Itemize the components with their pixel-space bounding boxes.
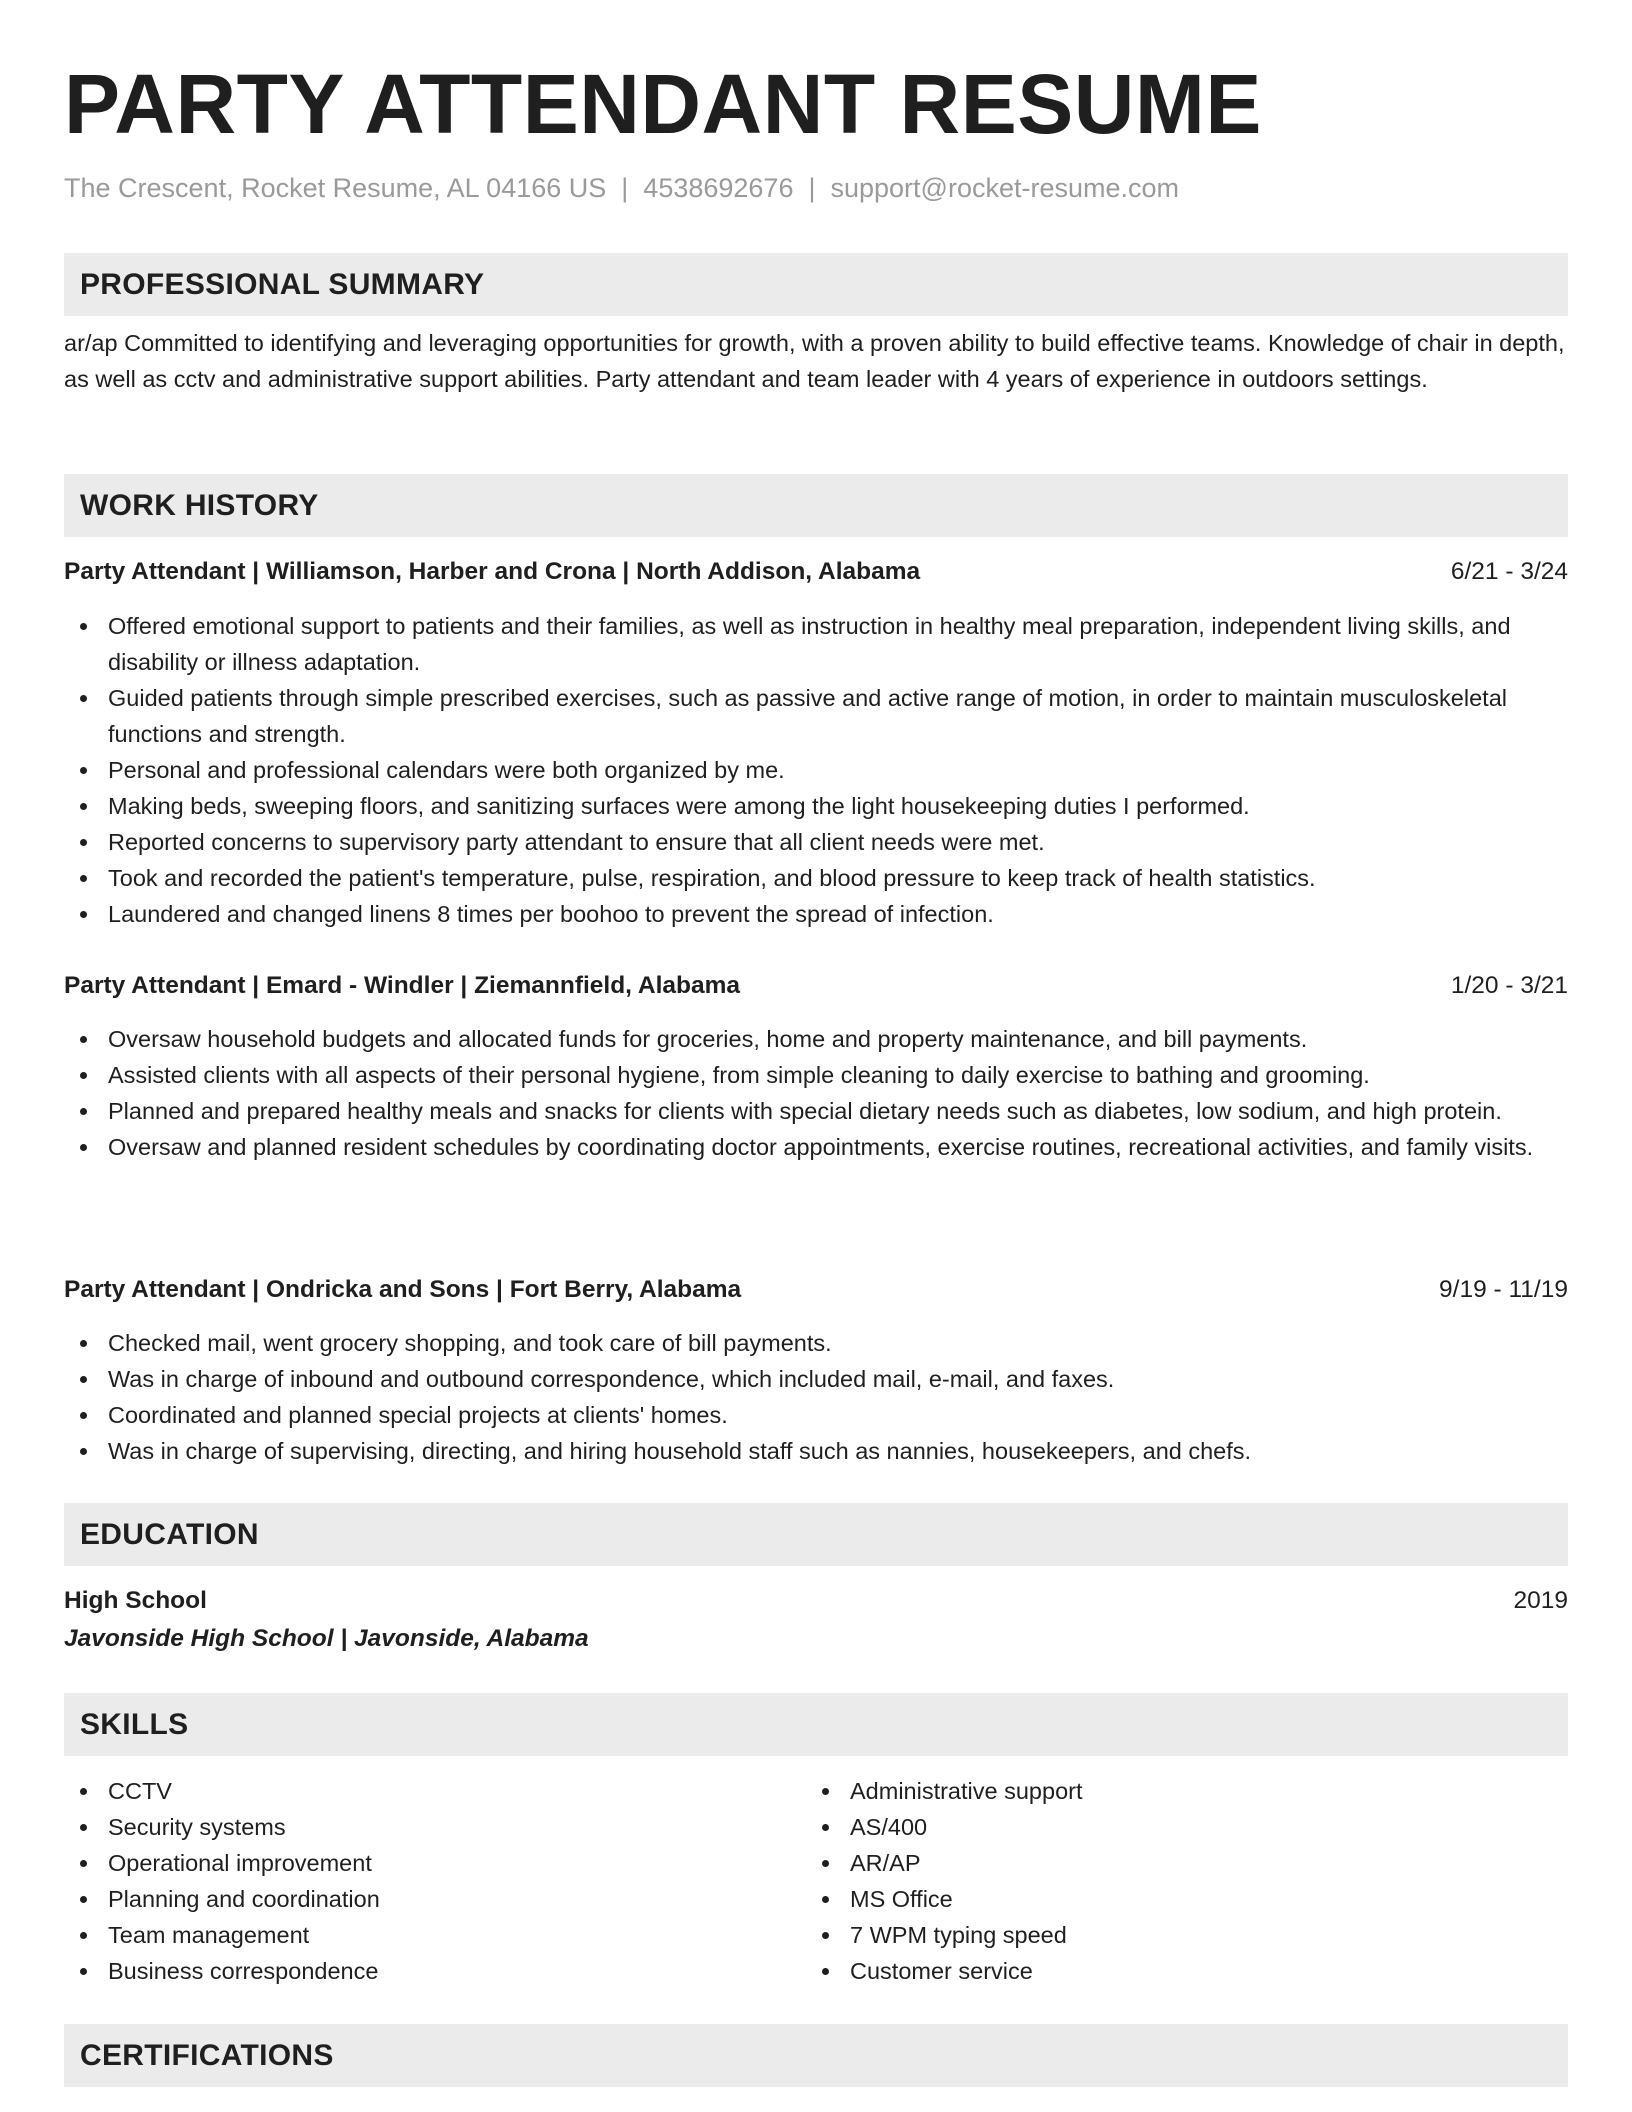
job-bullets [64, 1021, 1568, 1165]
certifications-heading: CERTIFICATIONS [64, 2024, 1568, 2087]
skills-left-column [64, 1773, 806, 1989]
skill-item: AS/400 [806, 1809, 1548, 1845]
skill-item: MS Office [806, 1881, 1548, 1917]
contact-address: The Crescent, Rocket Resume, AL 04166 US [64, 173, 607, 203]
education-heading: EDUCATION [64, 1503, 1568, 1566]
skill-item: CCTV [64, 1773, 806, 1809]
list-item: Guided patients through simple prescribed exercises, such as passive and active range of motion, in order to maintain musculoskeletal functions and strength. [64, 680, 1568, 752]
summary-heading: PROFESSIONAL SUMMARY [64, 253, 1568, 316]
skill-item: Administrative support [806, 1773, 1548, 1809]
list-item: Personal and professional calendars were both organized by me. [64, 752, 1568, 788]
job-entry [64, 554, 1568, 932]
education-year: 2019 [1513, 1587, 1568, 1614]
list-item: Making beds, sweeping floors, and sanitizing surfaces were among the light housekeeping duties I performed. [64, 788, 1568, 824]
list-item: Offered emotional support to patients and their families, as well as instruction in healthy meal preparation, independent living skills, and disability or illness adaptation. [64, 608, 1568, 680]
job-bullets [64, 1325, 1568, 1469]
skills-section [64, 1693, 1568, 1756]
contact-phone: 4538692676 [643, 173, 794, 203]
list-item: Oversaw and planned resident schedules by coordinating doctor appointments, exercise routines, recreational activities, and family visits. [64, 1129, 1568, 1165]
skills-grid [64, 1773, 1568, 1989]
list-item: Oversaw household budgets and allocated funds for groceries, home and property maintenance, and bill payments. [64, 1021, 1568, 1057]
job-title: Party Attendant | Emard - Windler | Ziemannfield, Alabama [64, 972, 741, 999]
certifications-section [64, 2024, 1568, 2087]
list-item: Took and recorded the patient's temperature, pulse, respiration, and blood pressure to keep track of health statistics. [64, 860, 1568, 896]
list-item: Coordinated and planned special projects at clients' homes. [64, 1397, 1568, 1433]
contact-separator: | [621, 173, 629, 203]
job-dates: 9/19 - 11/19 [1439, 1276, 1568, 1303]
skill-item: Operational improvement [64, 1845, 806, 1881]
summary-section [64, 253, 1568, 397]
work-history-heading: WORK HISTORY [64, 474, 1568, 537]
contact-email: support@rocket-resume.com [830, 173, 1180, 203]
skill-item: Security systems [64, 1809, 806, 1845]
job-header [64, 968, 1568, 1004]
skill-item: Planning and coordination [64, 1881, 806, 1917]
job-bullets [64, 608, 1568, 932]
list-item: Was in charge of inbound and outbound correspondence, which included mail, e-mail, and faxes. [64, 1361, 1568, 1397]
education-degree: High School [64, 1587, 207, 1614]
list-item: Checked mail, went grocery shopping, and took care of bill payments. [64, 1325, 1568, 1361]
skill-item: Business correspondence [64, 1953, 806, 1989]
job-entry [64, 1272, 1568, 1469]
list-item: Planned and prepared healthy meals and snacks for clients with special dietary needs such as diabetes, low sodium, and high protein. [64, 1093, 1568, 1129]
job-entry [64, 968, 1568, 1165]
skills-right-column [806, 1773, 1548, 1989]
job-dates: 1/20 - 3/21 [1450, 972, 1568, 999]
skill-item: AR/AP [806, 1845, 1548, 1881]
job-title: Party Attendant | Williamson, Harber and Crona | North Addison, Alabama [64, 558, 921, 585]
job-header [64, 554, 1568, 590]
education-header [64, 1583, 1568, 1619]
skill-item: Team management [64, 1917, 806, 1953]
education-section [64, 1503, 1568, 1566]
education-entry [64, 1583, 1568, 1657]
list-item: Assisted clients with all aspects of their personal hygiene, from simple cleaning to daily exercise to bathing and grooming. [64, 1057, 1568, 1093]
contact-separator: | [808, 173, 816, 203]
skill-item: 7 WPM typing speed [806, 1917, 1548, 1953]
education-school: Javonside High School | Javonside, Alabama [64, 1625, 589, 1652]
summary-text: ar/ap Committed to identifying and leveraging opportunities for growth, with a proven ability to build effective teams. Knowledge of chair in depth, as well as cctv and administrative support abilities. Party attendant and team leader with 4 years of experience in outdoors settings. [64, 330, 1565, 392]
job-header [64, 1272, 1568, 1308]
list-item: Reported concerns to supervisory party attendant to ensure that all client needs were met. [64, 824, 1568, 860]
resume-title: PARTY ATTENDANT RESUME [64, 57, 1262, 151]
list-item: Laundered and changed linens 8 times per boohoo to prevent the spread of infection. [64, 896, 1568, 932]
contact-line [64, 172, 1568, 204]
work-history-section [64, 474, 1568, 537]
job-title: Party Attendant | Ondricka and Sons | Fort Berry, Alabama [64, 1276, 742, 1303]
skills-heading: SKILLS [64, 1693, 1568, 1756]
job-dates: 6/21 - 3/24 [1450, 558, 1568, 585]
list-item: Was in charge of supervising, directing, and hiring household staff such as nannies, housekeepers, and chefs. [64, 1433, 1568, 1469]
skill-item: Customer service [806, 1953, 1548, 1989]
